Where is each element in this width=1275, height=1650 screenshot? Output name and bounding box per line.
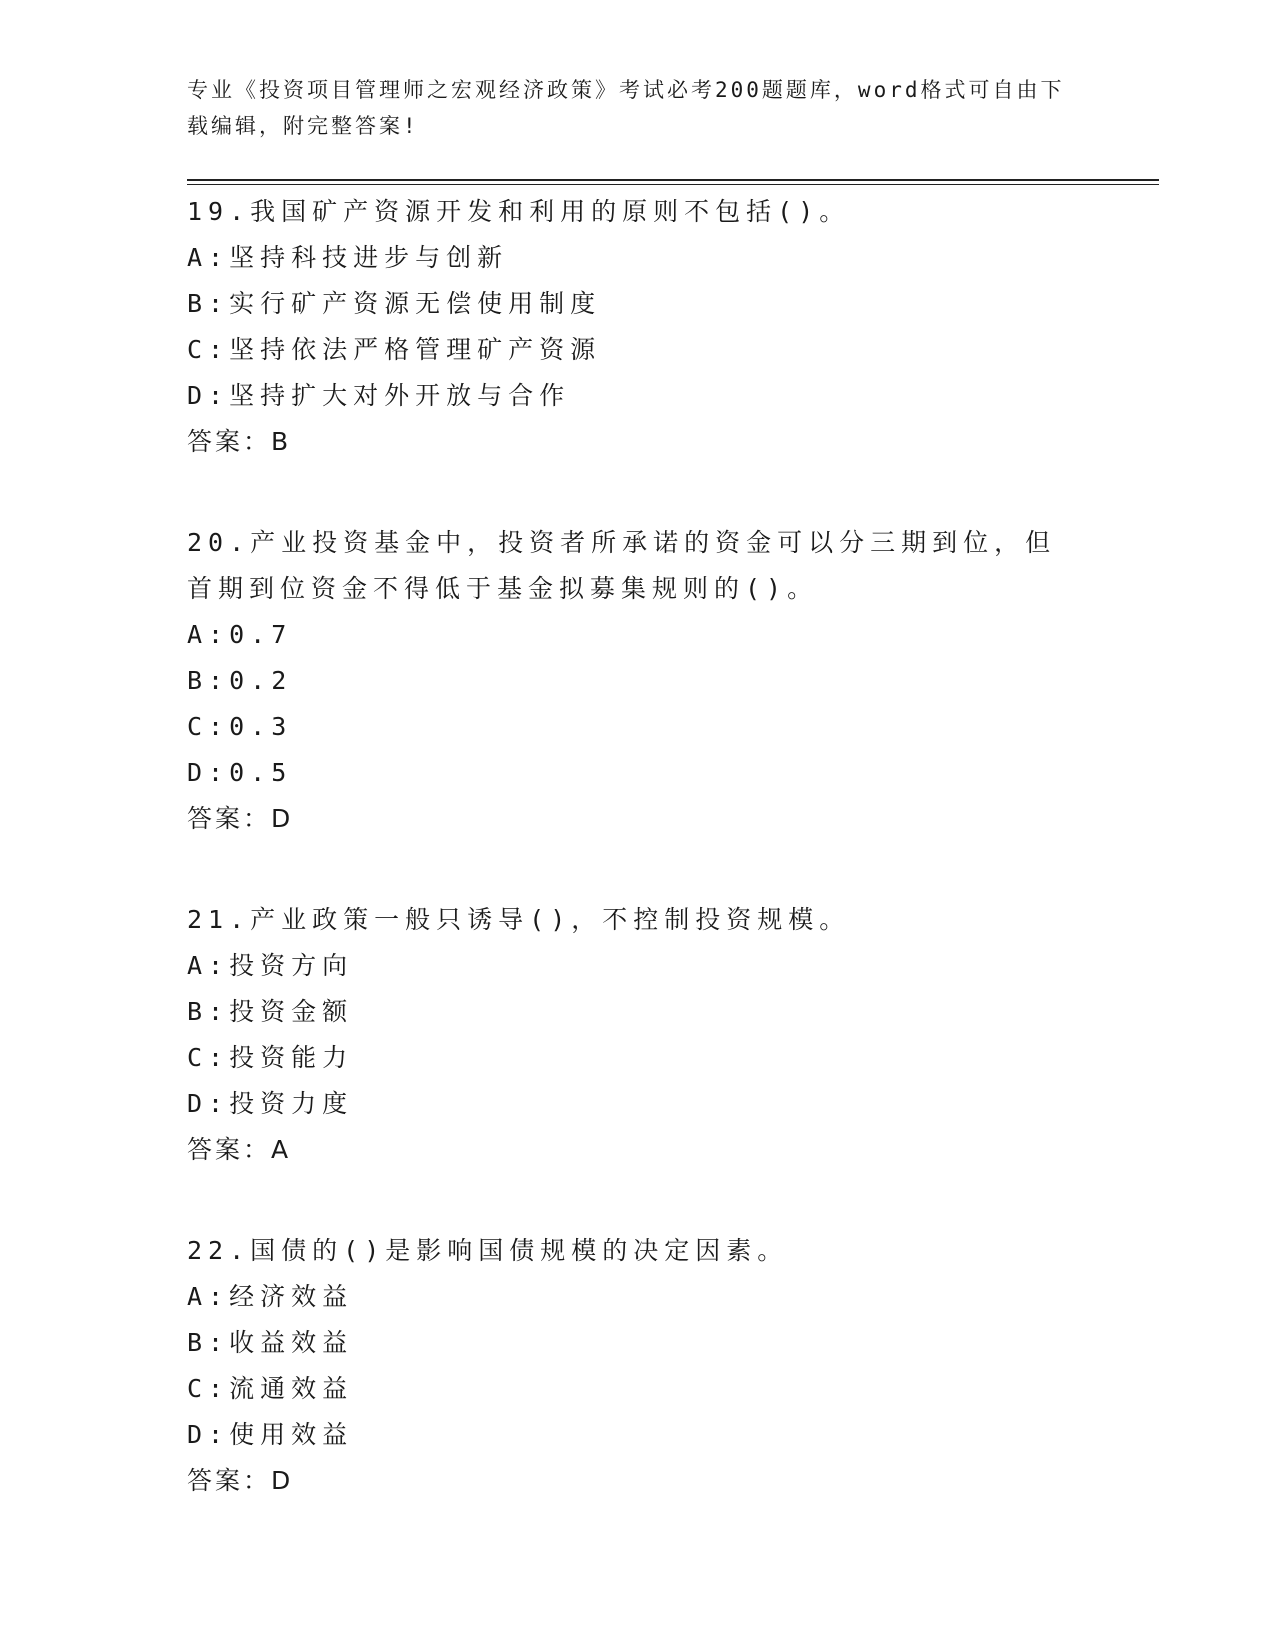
option-d: D:坚持扩大对外开放与合作 [187, 381, 571, 410]
option-a: A:0.7 [187, 620, 293, 649]
document-header: 专业《投资项目管理师之宏观经济政策》考试必考200题题库，word格式可自由下载编辑，附完整答案! [187, 78, 1065, 138]
option-c: C:0.3 [187, 712, 293, 741]
question-stem: 22.国债的()是影响国债规模的决定因素。 [187, 1236, 789, 1265]
option-c: C:坚持依法严格管理矿产资源 [187, 335, 602, 364]
option-c: C:流通效益 [187, 1374, 354, 1403]
option-d: D:投资力度 [187, 1089, 354, 1118]
option-c: C:投资能力 [187, 1043, 354, 1072]
question-21 [187, 897, 1087, 1173]
option-a: A:投资方向 [187, 951, 354, 980]
option-b: B:收益效益 [187, 1328, 354, 1357]
question-stem: 19.我国矿产资源开发和利用的原则不包括()。 [187, 197, 851, 226]
header-divider-thick [187, 179, 1159, 181]
option-d: D:0.5 [187, 758, 293, 787]
answer: 答案：D [187, 1466, 294, 1495]
question-stem: 20.产业投资基金中，投资者所承诺的资金可以分三期到位，但首期到位资金不得低于基金拟募集规则的()。 [187, 528, 1057, 603]
answer: 答案：D [187, 804, 294, 833]
question-22 [187, 1228, 1087, 1504]
option-b: B:实行矿产资源无偿使用制度 [187, 289, 602, 318]
question-20 [187, 520, 1087, 842]
answer: 答案：A [187, 1135, 292, 1164]
option-a: A:经济效益 [187, 1282, 354, 1311]
question-list [187, 189, 1087, 1559]
option-b: B:投资金额 [187, 997, 354, 1026]
option-d: D:使用效益 [187, 1420, 354, 1449]
answer: 答案：B [187, 427, 292, 456]
option-b: B:0.2 [187, 666, 293, 695]
option-a: A:坚持科技进步与创新 [187, 243, 509, 272]
header-divider-thin [187, 184, 1159, 185]
question-stem: 21.产业政策一般只诱导()，不控制投资规模。 [187, 905, 851, 934]
question-19 [187, 189, 1087, 465]
